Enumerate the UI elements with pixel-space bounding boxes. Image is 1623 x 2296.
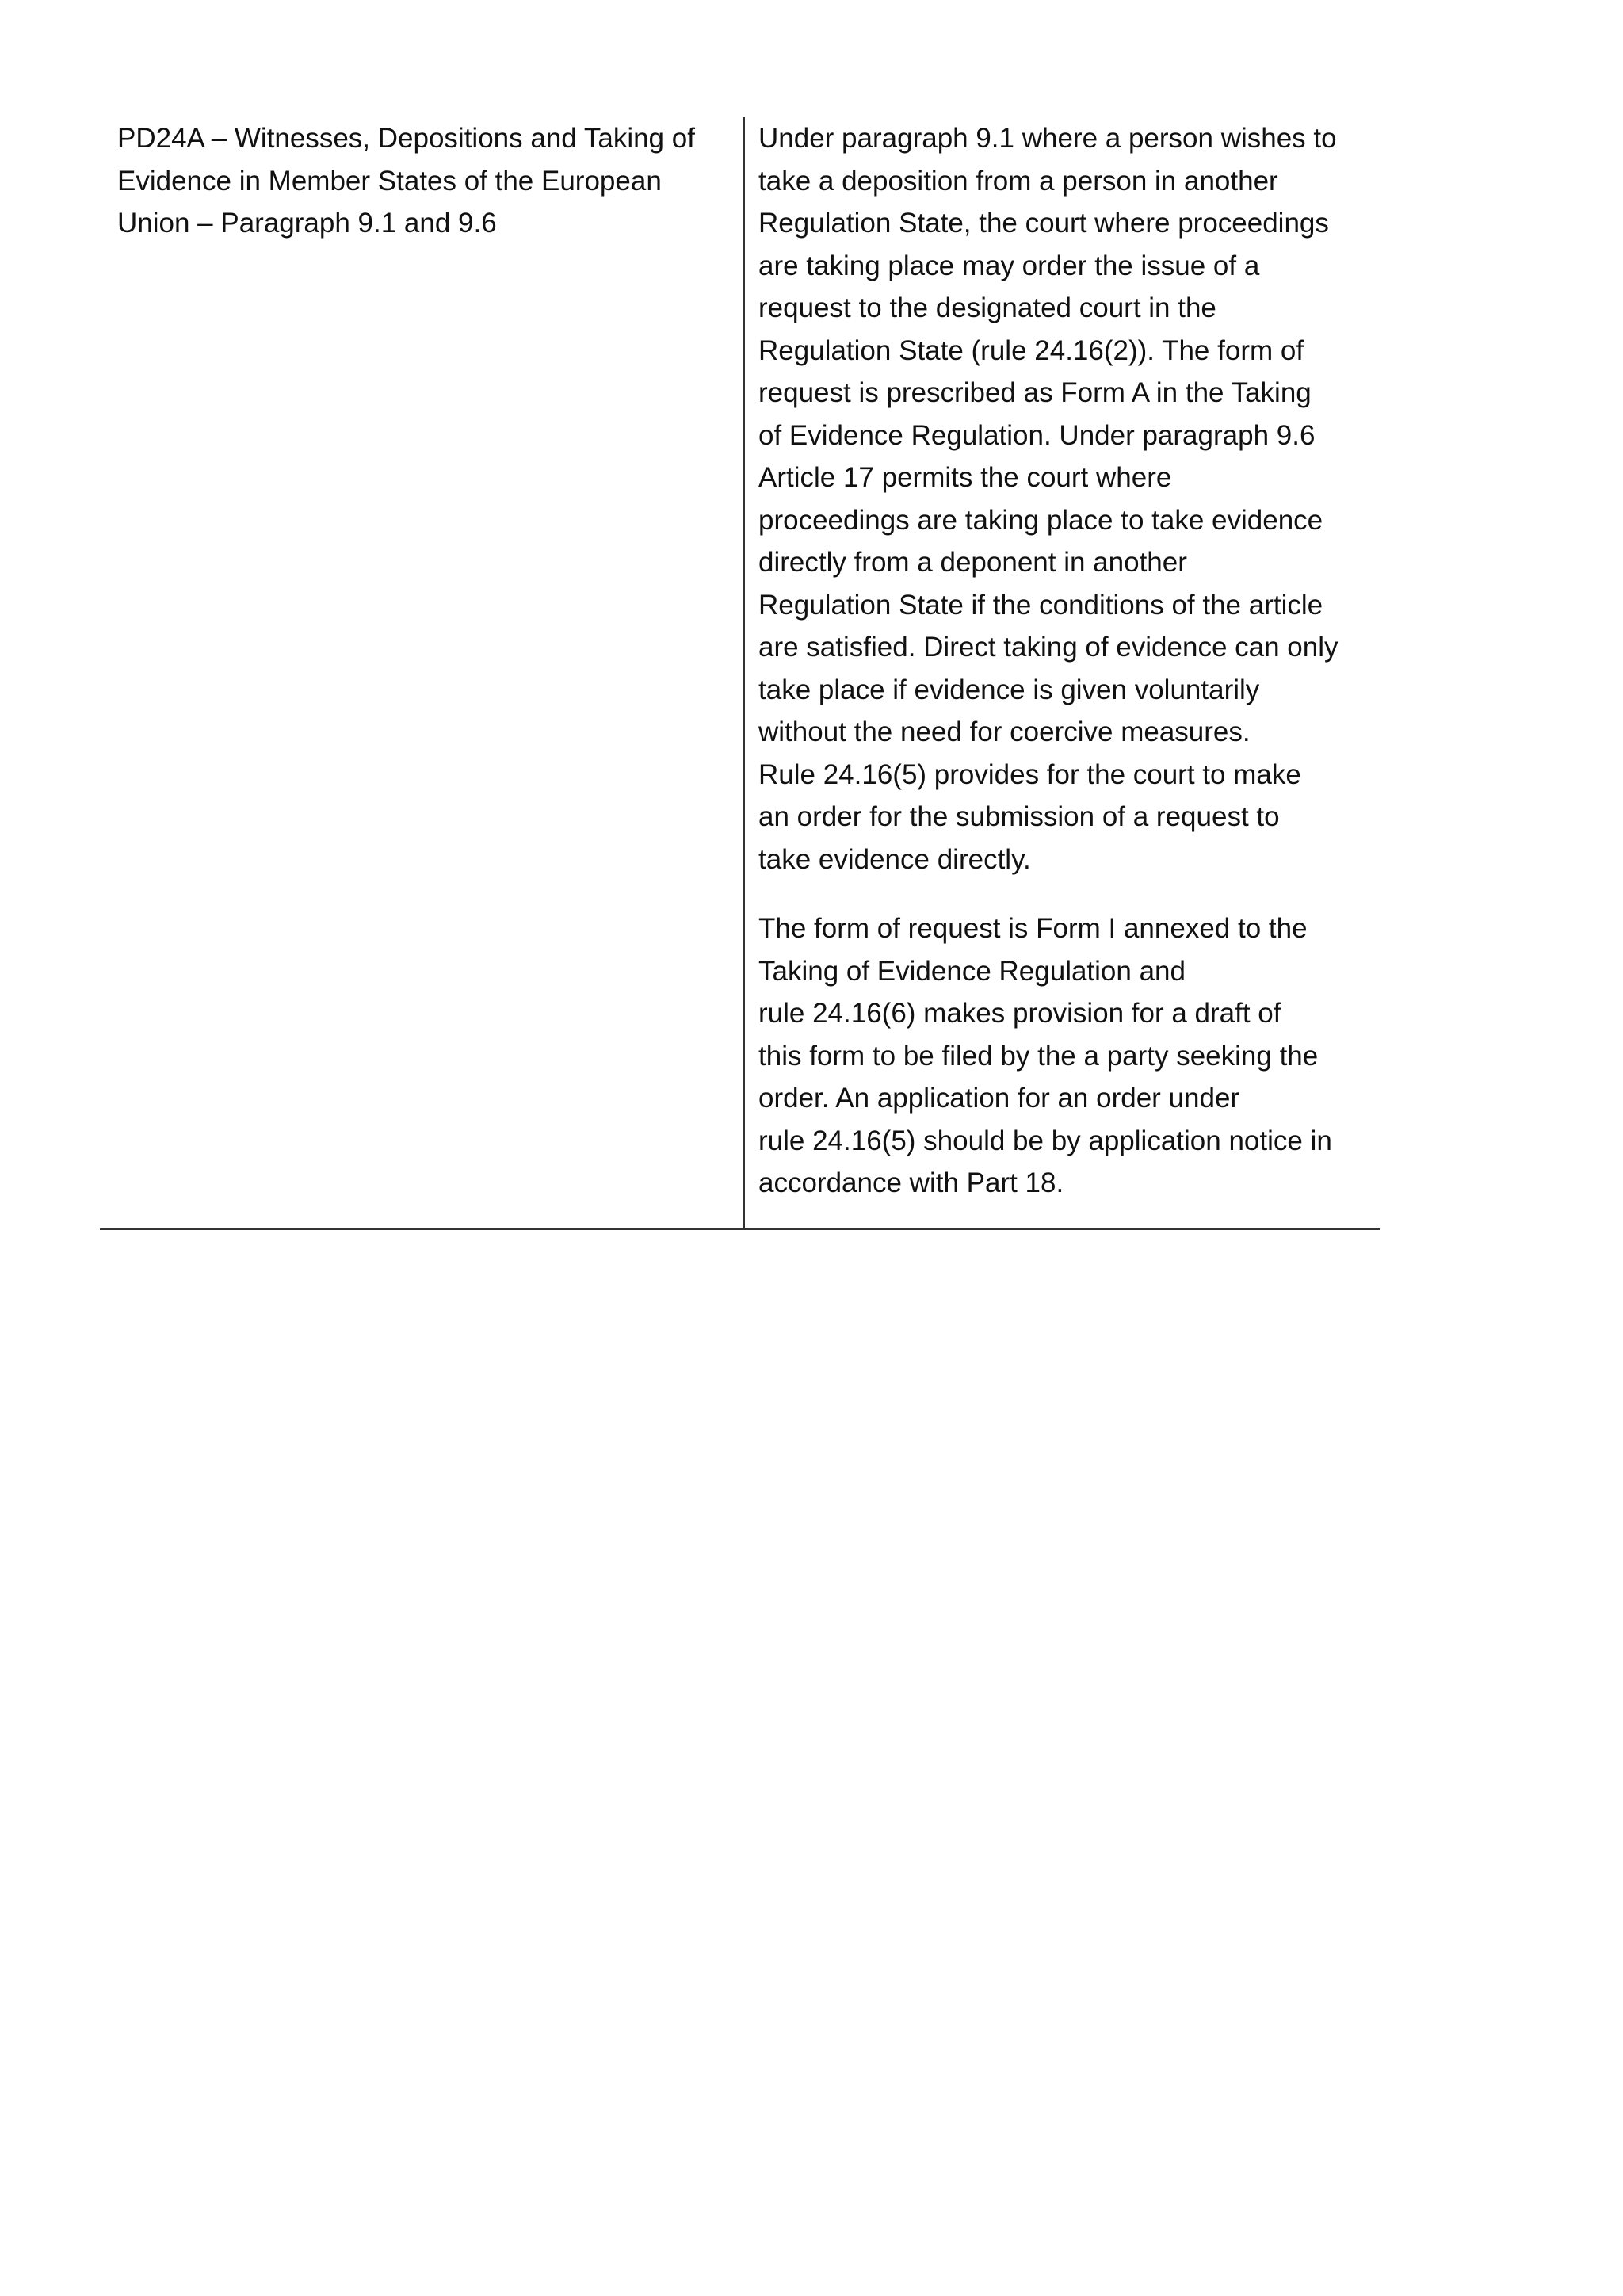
description-paragraph-2 (758, 907, 1367, 1205)
description-line: request is prescribed as Form A in the Taking (758, 377, 1312, 408)
description-line: are satisfied. Direct taking of evidence can only (758, 632, 1338, 663)
description-line: take a deposition from a person in another (758, 165, 1278, 197)
description-cell (744, 117, 1380, 1229)
description-line: Regulation State (rule 24.16(2)). The form of (758, 334, 1304, 366)
reference-line: PD24A – Witnesses, Depositions and Taking of (117, 123, 695, 154)
description-line: request to the designated court in the (758, 292, 1216, 323)
paragraph-spacer (758, 881, 1367, 907)
description-line: are taking place may order the issue of a (758, 250, 1260, 281)
reference-cell (100, 117, 744, 1229)
description-line: Article 17 permits the court where (758, 462, 1172, 493)
description-line: take place if evidence is given voluntarily (758, 674, 1260, 705)
description-line: an order for the submission of a request to (758, 801, 1280, 832)
description-line: take evidence directly. (758, 843, 1031, 875)
description-line: this form to be filed by the a party seeking the (758, 1040, 1319, 1072)
description-line: Rule 24.16(5) provides for the court to make (758, 758, 1301, 790)
rules-table (100, 117, 1380, 1230)
description-line: Taking of Evidence Regulation and (758, 955, 1186, 987)
description-line: directly from a deponent in another (758, 547, 1187, 578)
description-line: order. An application for an order under (758, 1083, 1240, 1114)
description-line: Under paragraph 9.1 where a person wishes to (758, 123, 1337, 154)
description-line: without the need for coercive measures. (758, 716, 1251, 747)
description-line: of Evidence Regulation. Under paragraph 9.6 (758, 419, 1316, 451)
description-line: rule 24.16(5) should be by application notice in (758, 1125, 1332, 1156)
description-line: Regulation State, the court where proceedings (758, 208, 1329, 239)
description-line: rule 24.16(6) makes provision for a draft of (758, 998, 1281, 1029)
reference-line: Evidence in Member States of the European (117, 165, 662, 197)
description-line: Regulation State if the conditions of the article (758, 589, 1323, 621)
description-paragraph-1 (758, 117, 1367, 881)
reference-line: Union – Paragraph 9.1 and 9.6 (117, 208, 497, 239)
table-row (100, 117, 1380, 1229)
description-line: proceedings are taking place to take evidence (758, 504, 1323, 536)
description-line: The form of request is Form I annexed to the (758, 913, 1308, 944)
description-line: accordance with Part 18. (758, 1167, 1064, 1198)
